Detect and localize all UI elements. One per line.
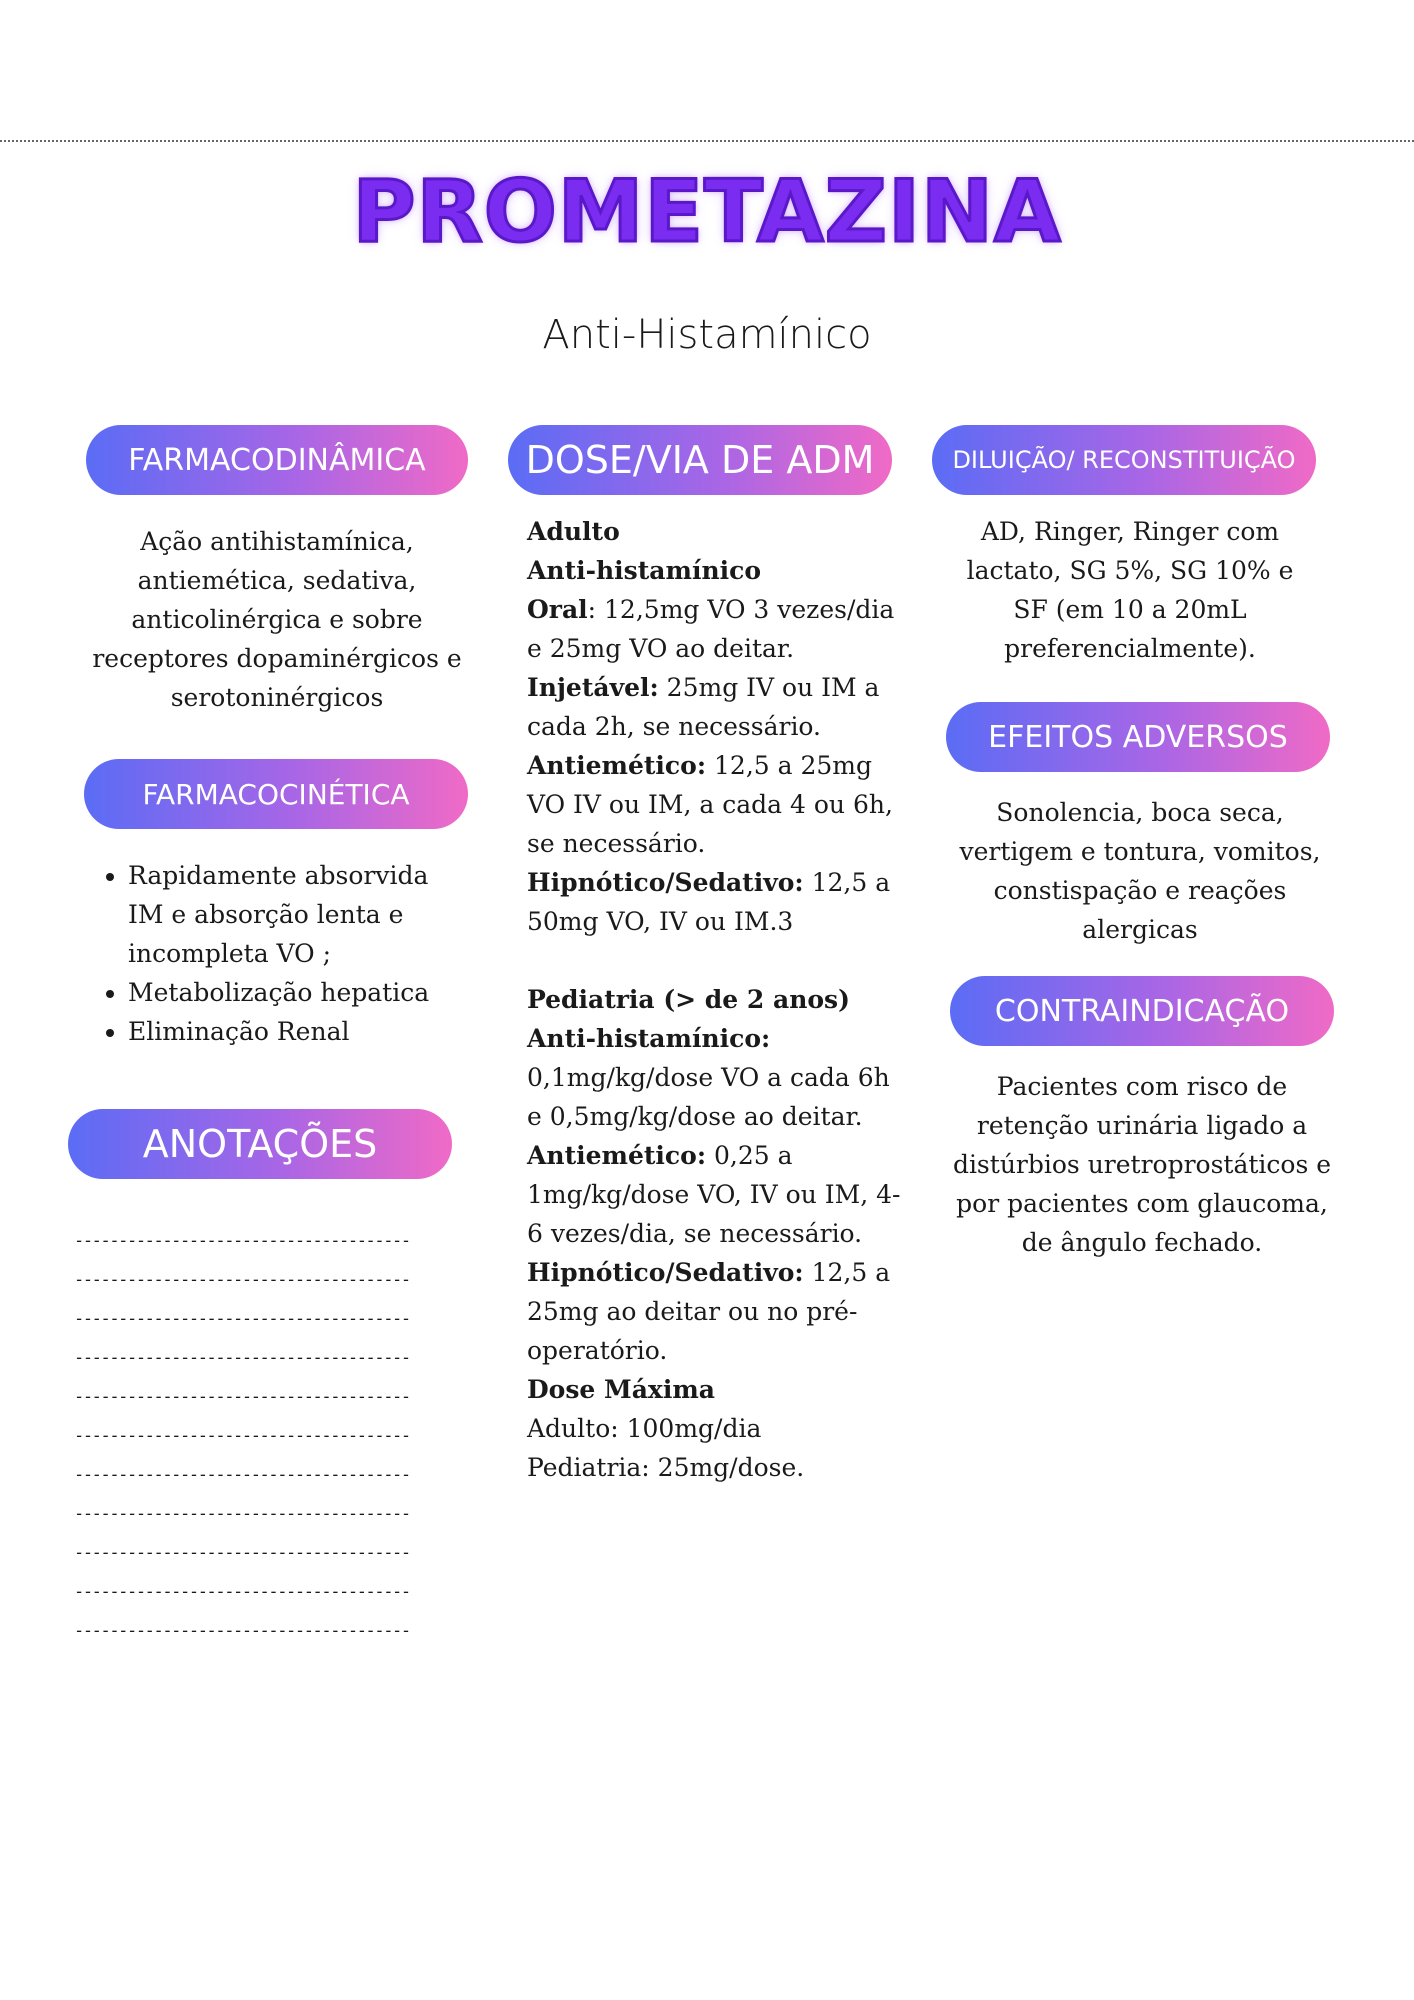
efeitos-text: Sonolencia, boca seca, vertigem e tontura, vomitos, constispação e reações alergicas <box>959 798 1321 944</box>
note-line[interactable]: -------------------------------------- <box>74 1621 410 1641</box>
anotacoes-header <box>68 1109 452 1179</box>
note-line[interactable]: -------------------------------------- <box>74 1387 410 1407</box>
farmacocinetica-list <box>96 856 456 1051</box>
dotted-separator <box>0 140 1414 142</box>
pediatria-label: Pediatria (> de 2 anos) <box>527 985 850 1014</box>
diluicao-header <box>932 425 1316 495</box>
hipnotico-text: 12,5 a 50mg VO, IV ou IM.3 <box>527 868 891 936</box>
injetavel-text: 25mg IV ou IM a cada 2h, se necessário. <box>527 673 880 741</box>
note-line[interactable]: -------------------------------------- <box>74 1309 410 1329</box>
farmacocinetica-header-label: FARMACOCINÉTICA <box>142 777 410 811</box>
farmacodinamica-text: Ação antihistamínica, antiemética, sedativa, anticolinérgica e sobre receptores dopaminérgicos e serotoninérgicos <box>92 527 462 712</box>
ped-hipnotico-label: Hipnótico/Sedativo: <box>527 1258 804 1287</box>
note-line[interactable]: -------------------------------------- <box>74 1465 410 1485</box>
list-item: • Eliminação Renal <box>128 1012 456 1051</box>
contraindicacao-header <box>950 976 1334 1046</box>
dose-header-label: DOSE/VIA DE ADM <box>525 438 875 482</box>
diluicao-header-label: DILUIÇÃO/ RECONSTITUIÇÃO <box>952 446 1296 474</box>
ped-anti-hist-text: 0,1mg/kg/dose VO a cada 6h e 0,5mg/kg/dose ao deitar. <box>527 1063 890 1131</box>
note-line[interactable]: -------------------------------------- <box>74 1543 410 1563</box>
list-item: • Metabolização hepatica <box>128 973 456 1012</box>
list-item: • Rapidamente absorvida IM e absorção lenta e incompleta VO ; <box>128 856 456 973</box>
hipnotico-label: Hipnótico/Sedativo: <box>527 868 804 897</box>
ped-anti-hist-label: Anti-histamínico: <box>527 1024 771 1053</box>
dose-max-pediatria: Pediatria: 25mg/dose. <box>527 1453 805 1482</box>
note-line[interactable]: -------------------------------------- <box>74 1504 410 1524</box>
notes-lines <box>74 1222 446 1651</box>
ped-antiemetico-text: 0,25 a 1mg/kg/dose VO, IV ou IM, 4-6 vezes/dia, se necessário. <box>527 1141 901 1248</box>
page-subtitle: Anti-Histamínico <box>542 312 872 358</box>
dose-max-label: Dose Máxima <box>527 1375 715 1404</box>
note-line[interactable]: -------------------------------------- <box>74 1270 410 1290</box>
contraindicacao-header-label: CONTRAINDICAÇÃO <box>994 993 1290 1029</box>
note-line[interactable]: -------------------------------------- <box>74 1231 410 1251</box>
oral-label: Oral <box>527 595 588 624</box>
injetavel-label: Injetável: <box>527 673 659 702</box>
note-line[interactable]: -------------------------------------- <box>74 1348 410 1368</box>
adulto-label: Adulto <box>527 517 620 546</box>
antiemetico-label: Antiemético: <box>527 751 707 780</box>
contraindicacao-text: Pacientes com risco de retenção urinária ligado a distúrbios uretroprostáticos e por pacientes com glaucoma, de ângulo fechado. <box>952 1072 1332 1257</box>
farmacocinetica-header <box>84 759 468 829</box>
dose-content <box>527 512 907 1487</box>
note-line[interactable]: -------------------------------------- <box>74 1426 410 1446</box>
efeitos-header <box>946 702 1330 772</box>
farmacodinamica-header-label: FARMACODINÂMICA <box>128 442 426 478</box>
anti-hist-label: Anti-histamínico <box>527 556 762 585</box>
diluicao-text: AD, Ringer, Ringer com lactato, SG 5%, SG 10% e SF (em 10 a 20mL preferencialmente). <box>966 517 1294 663</box>
antiemetico-text: 12,5 a 25mg VO IV ou IM, a cada 4 ou 6h, se necessário. <box>527 751 893 858</box>
note-line[interactable]: -------------------------------------- <box>74 1582 410 1602</box>
ped-antiemetico-label: Antiemético: <box>527 1141 707 1170</box>
dose-header <box>508 425 892 495</box>
ped-hipnotico-text: 12,5 a 25mg ao deitar ou no pré-operatório. <box>527 1258 891 1365</box>
oral-text: : 12,5mg VO 3 vezes/dia e 25mg VO ao deitar. <box>527 595 895 663</box>
farmacodinamica-header <box>86 425 468 495</box>
dose-max-adulto: Adulto: 100mg/dia <box>527 1414 762 1443</box>
efeitos-header-label: EFEITOS ADVERSOS <box>988 719 1288 755</box>
page-title: PROMETAZINA <box>352 162 1062 262</box>
anotacoes-header-label: ANOTAÇÕES <box>142 1122 378 1166</box>
